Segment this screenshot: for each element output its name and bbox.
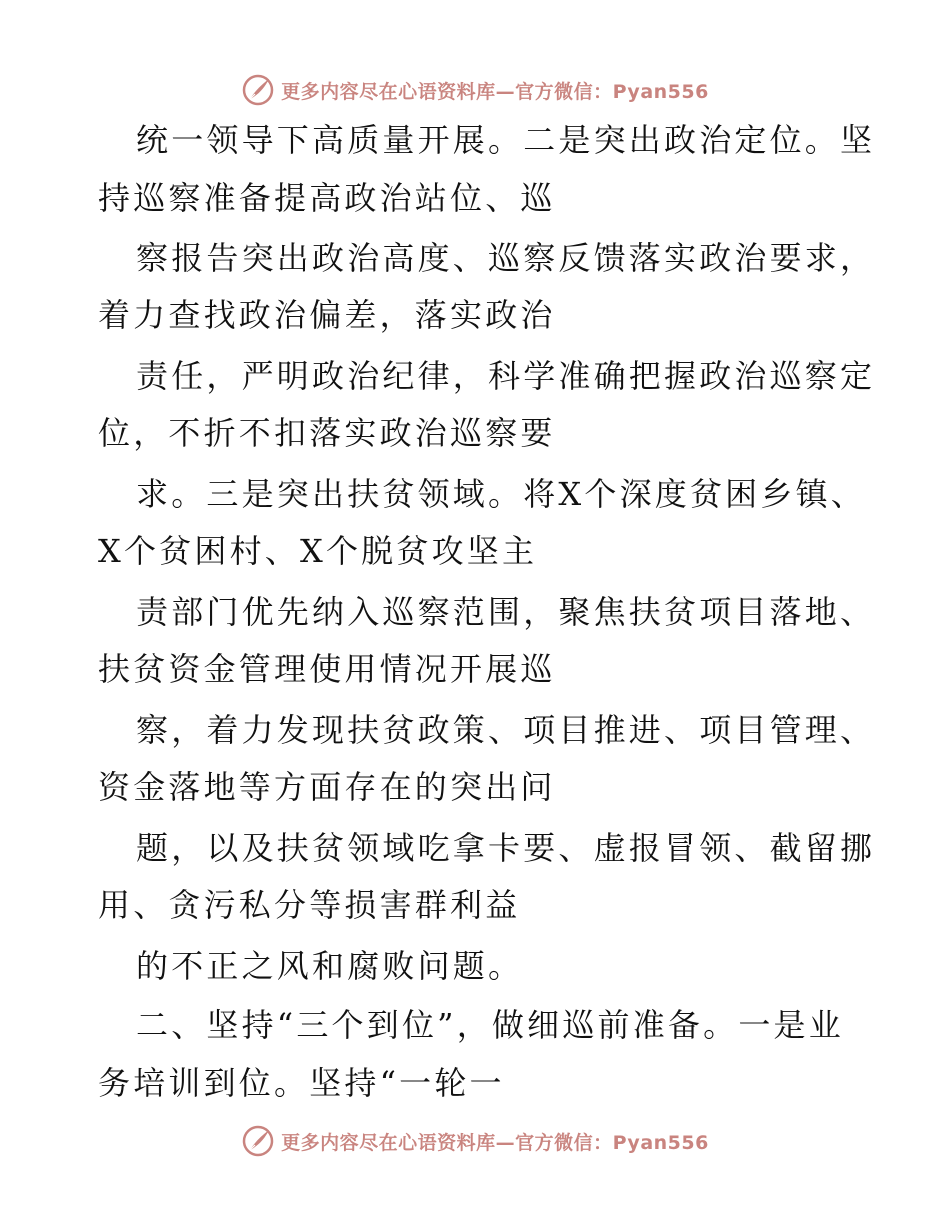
body-line-11: 察，着力发现扶贫政策、项目推进、项目管理、 bbox=[136, 711, 876, 749]
body-line-14: 用、贪污私分等损害群利益 bbox=[98, 886, 521, 924]
body-line-1: 统一领导下高质量开展。二是突出政治定位。坚 bbox=[136, 121, 876, 159]
body-line-4: 着力查找政治偏差，落实政治 bbox=[98, 296, 556, 334]
body-line-3: 察报告突出政治高度、巡察反馈落实政治要求， bbox=[136, 239, 876, 277]
body-line-13: 题，以及扶贫领域吃拿卡要、虚报冒领、截留挪 bbox=[136, 829, 876, 867]
body-line-17: 务培训到位。坚持“一轮一 bbox=[98, 1064, 505, 1102]
feather-pen-logo-icon bbox=[241, 1124, 275, 1158]
body-line-2: 持巡察准备提高政治站位、巡 bbox=[98, 179, 556, 217]
feather-pen-logo-icon bbox=[241, 73, 275, 107]
watermark-text: 更多内容尽在心语资料库—官方微信：Pyan556 bbox=[281, 1131, 709, 1154]
body-line-5: 责任，严明政治纪律，科学准确把握政治巡察定 bbox=[136, 357, 876, 395]
body-line-8: X个贫困村、X个脱贫攻坚主 bbox=[98, 532, 538, 570]
watermark-footer bbox=[0, 1121, 950, 1161]
watermark-header bbox=[0, 70, 950, 110]
body-line-16: 二、坚持“三个到位”，做细巡前准备。一是业 bbox=[136, 1006, 844, 1044]
body-line-15: 的不正之风和腐败问题。 bbox=[136, 947, 524, 985]
body-line-10: 扶贫资金管理使用情况开展巡 bbox=[98, 650, 556, 688]
watermark-text: 更多内容尽在心语资料库—官方微信：Pyan556 bbox=[281, 80, 709, 103]
body-line-7: 求。三是突出扶贫领域。将X个深度贫困乡镇、 bbox=[136, 475, 866, 513]
body-line-12: 资金落地等方面存在的突出问 bbox=[98, 768, 556, 806]
body-line-9: 责部门优先纳入巡察范围，聚焦扶贫项目落地、 bbox=[136, 593, 876, 631]
body-line-6: 位，不折不扣落实政治巡察要 bbox=[98, 414, 556, 452]
